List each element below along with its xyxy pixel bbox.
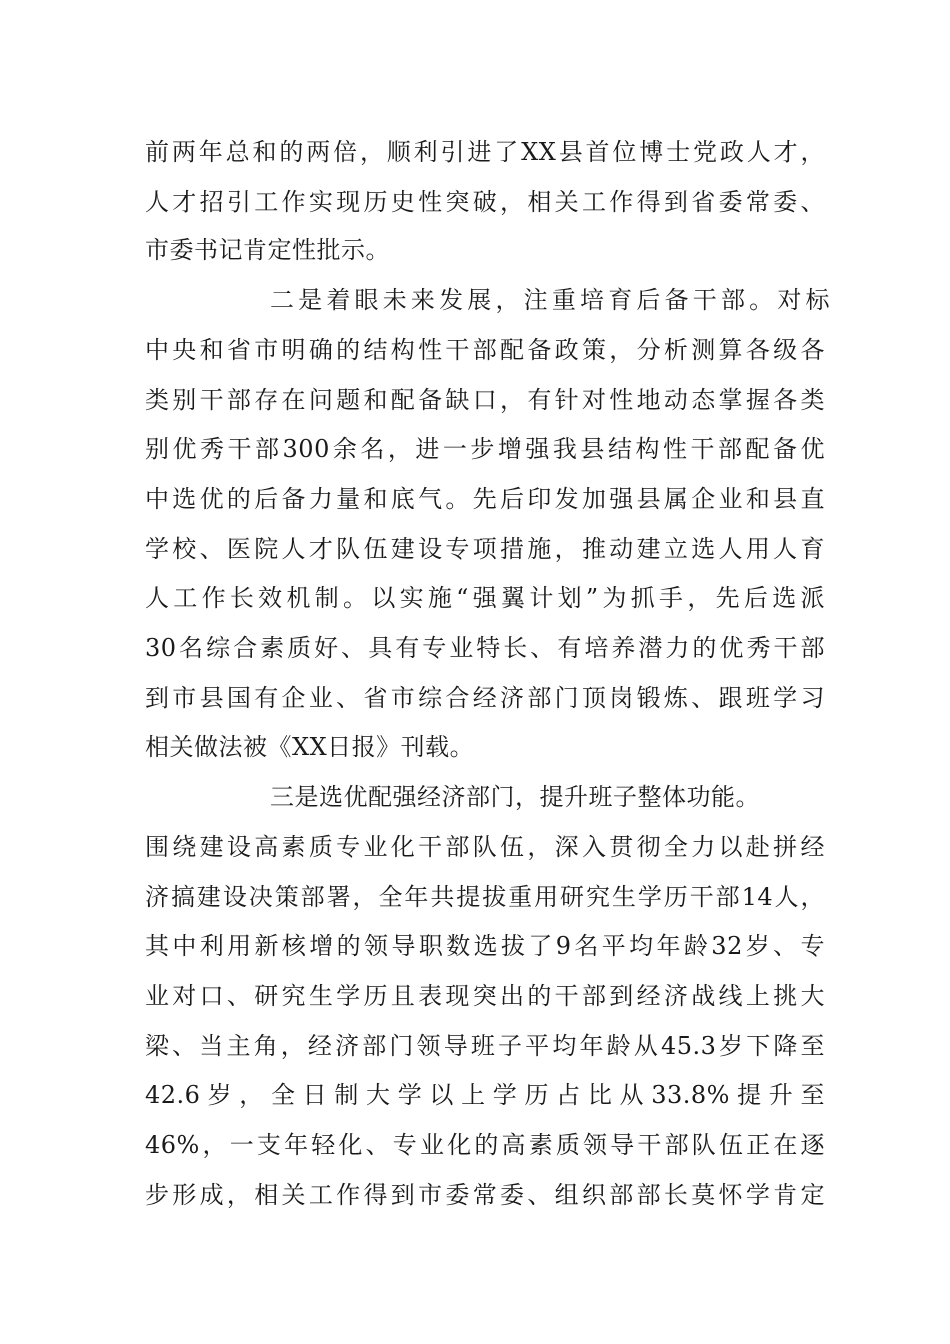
- text-line: 围绕建设高素质专业化干部队伍，深入贯彻全力以赴拼经: [145, 833, 825, 861]
- text-line: 中央和省市明确的结构性干部配备政策，分析测算各级各: [145, 336, 825, 364]
- text-line: 中选优的后备力量和底气。先后印发加强县属企业和县直: [145, 485, 825, 513]
- text-line: 济搞建设决策部署，全年共提拔重用研究生学历干部14人，: [145, 883, 825, 911]
- text-line: 人工作长效机制。以实施“强翼计划”为抓手，先后选派: [145, 584, 825, 612]
- text-line: 别优秀干部300余名，进一步增强我县结构性干部配备优: [145, 435, 825, 463]
- text-line: 业对口、研究生学历且表现突出的干部到经济战线上挑大: [145, 982, 825, 1010]
- text-line: 到市县国有企业、省市综合经济部门顶岗锻炼、跟班学习: [145, 684, 825, 712]
- text-line: 前两年总和的两倍，顺利引进了XX县首位博士党政人才，: [145, 138, 825, 166]
- text-line: 二是着眼未来发展，注重培育后备干部。对标: [270, 286, 830, 314]
- text-line: 其中利用新核增的领导职数选拔了9名平均年龄32岁、专: [145, 932, 825, 960]
- text-line: 梁、当主角，经济部门领导班子平均年龄从45.3岁下降至: [145, 1032, 825, 1060]
- text-line: 三是选优配强经济部门，提升班子整体功能。: [270, 783, 760, 811]
- text-line: 步形成，相关工作得到市委常委、组织部部长莫怀学肯定: [145, 1181, 825, 1209]
- text-line: 市委书记肯定性批示。: [145, 236, 390, 264]
- text-line: 人才招引工作实现历史性突破，相关工作得到省委常委、: [145, 188, 825, 216]
- text-line: 相关做法被《XX日报》刊载。: [145, 733, 475, 761]
- text-line: 学校、医院人才队伍建设专项措施，推动建立选人用人育: [145, 535, 825, 563]
- text-line: 类别干部存在问题和配备缺口，有针对性地动态掌握各类: [145, 386, 825, 414]
- text-line: 46%，一支年轻化、专业化的高素质领导干部队伍正在逐: [145, 1131, 825, 1159]
- text-line: 42.6岁，全日制大学以上学历占比从33.8%提升至: [145, 1081, 825, 1109]
- text-line: 30名综合素质好、具有专业特长、有培养潜力的优秀干部: [145, 634, 825, 662]
